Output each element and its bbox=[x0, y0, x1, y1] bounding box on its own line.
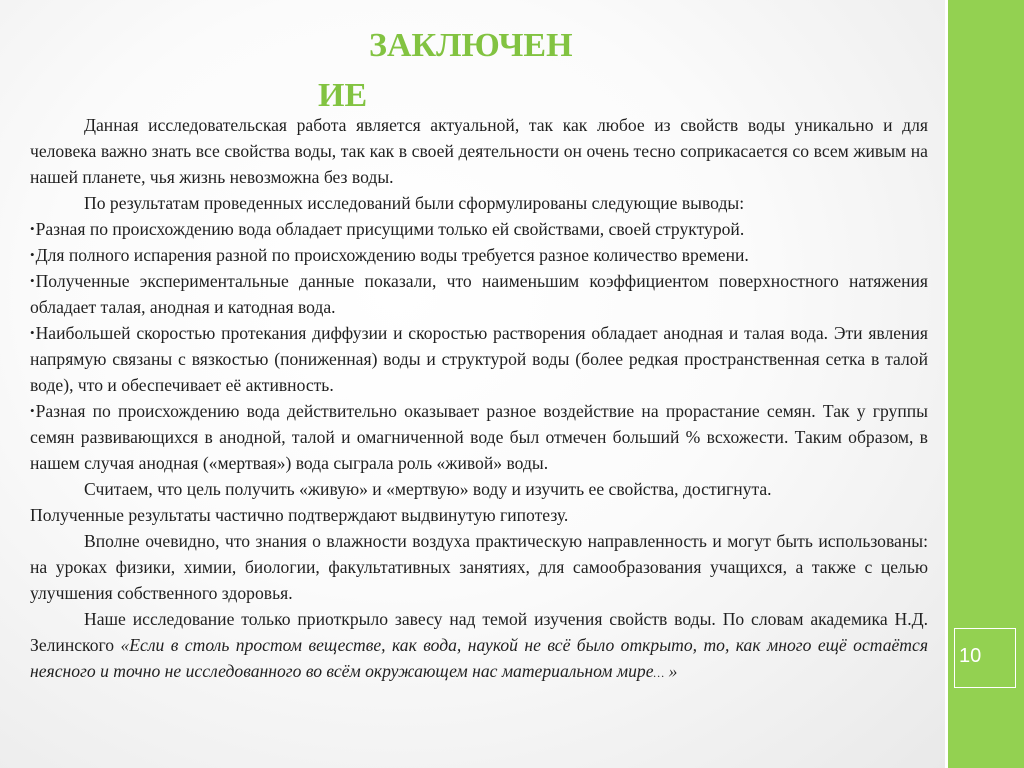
conclusion-bullet bbox=[30, 320, 928, 398]
quote-close: » bbox=[664, 661, 678, 681]
bullet-marker: • bbox=[30, 403, 35, 418]
paragraph-conclusions-lead: По результатам проведенных исследований были сформулированы следующие выводы: bbox=[84, 193, 745, 213]
zelinsky-quote: «Если в столь простом веществе, как вода, наукой не всё было открыто, то, как много ещё остаётся неясного и точно не исследованного во всём окружающем нас материальном мире bbox=[30, 635, 928, 681]
slide-title-line-1: ЗАКЛЮЧЕН bbox=[369, 27, 573, 64]
conclusion-bullet bbox=[30, 268, 928, 320]
paragraph-goal-achieved: Считаем, что цель получить «живую» и «мертвую» воду и изучить ее свойства, достигнута. bbox=[84, 479, 772, 499]
conclusion-bullet bbox=[30, 216, 928, 242]
page-number: 10 bbox=[959, 645, 982, 667]
quote-lead-text: Наше исследование только приоткрыло завесу над темой изучения свойств воды. По словам академика Н.Д. Зелинского bbox=[30, 609, 928, 655]
bullet-marker: • bbox=[30, 247, 35, 262]
bullet-text: Разная по происхождению вода действительно оказывает разное воздействие на прорастание семян. Так у группы семян развивающихся в анодной, талой и омагниченной воде был отмечен больший % всхожести. Таким образом, в нашем случая анодная («мертвая») вода сыграла роль «живой» воды. bbox=[30, 401, 928, 473]
paragraph-practical-use: Вполне очевидно, что знания о влажности воздуха практическую направленность и могут быть использованы: на уроках физики, химии, биологии, факультативных занятиях, для самообразования учащихся, а также с целью улучшения собственного здоровья. bbox=[30, 531, 928, 603]
paragraph-quote bbox=[30, 606, 928, 686]
slide-title-line-2: ИЕ bbox=[318, 77, 368, 114]
bullet-text: Для полного испарения разной по происхождению воды требуется разное количество времени. bbox=[35, 245, 749, 265]
bullet-text: Полученные экспериментальные данные показали, что наименьшим коэффициентом поверхностного натяжения обладает талая, анодная и катодная вода. bbox=[30, 271, 928, 317]
bullet-marker: • bbox=[30, 273, 35, 288]
slide-body bbox=[30, 112, 928, 686]
paragraph-hypothesis: Полученные результаты частично подтверждают выдвинутую гипотезу. bbox=[30, 505, 569, 525]
conclusion-bullet bbox=[30, 242, 928, 268]
paragraph-intro: Данная исследовательская работа является актуальной, так как любое из свойств воды уникально и для человека важно знать все свойства воды, так как в своей деятельности он очень тесно соприкасается со всем живым на нашей планете, чья жизнь невозможна без воды. bbox=[30, 115, 928, 187]
page-number-box bbox=[954, 628, 1016, 688]
bullet-text: Наибольшей скоростью протекания диффузии и скоростью растворения обладает анодная и талая вода. Эти явления напрямую связаны с вязкостью (пониженная) воды и структурой воды (более редкая пространственная сетка в талой воде), что и обеспечивает её активность. bbox=[30, 323, 928, 395]
bullet-marker: • bbox=[30, 221, 35, 236]
bullet-marker: • bbox=[30, 325, 35, 340]
bullet-text: Разная по происхождению вода обладает присущими только ей свойствами, своей структурой. bbox=[35, 219, 745, 239]
conclusion-bullet bbox=[30, 398, 928, 476]
quote-ellipsis: … bbox=[653, 666, 665, 680]
